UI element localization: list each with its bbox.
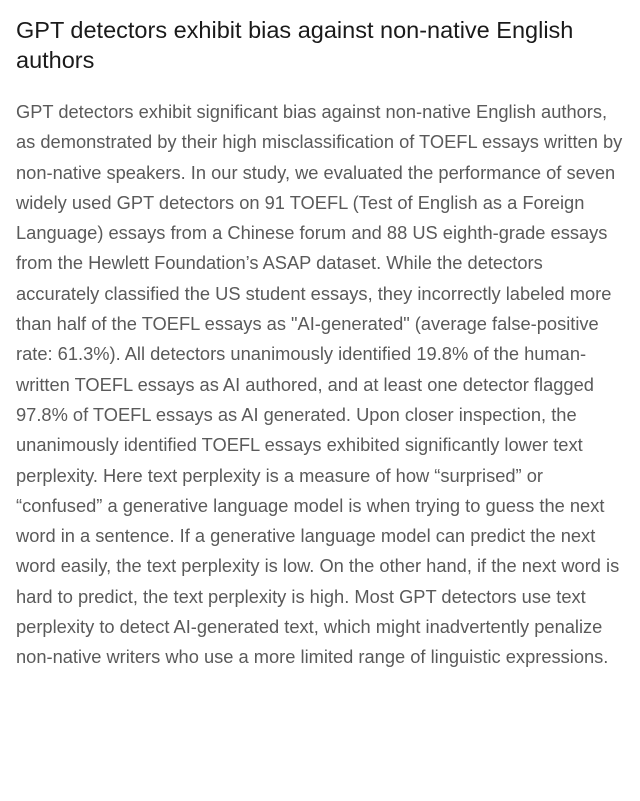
article	[16, 15, 628, 673]
article-body: GPT detectors exhibit significant bias against non-native English authors, as demonstrated by their high misclassification of TOEFL essays written by non-native speakers. In our study, we evaluated the performance of seven widely used GPT detectors on 91 TOEFL (Test of English as a Foreign Language) essays from a Chinese forum and 88 US eighth-grade essays from the Hewlett Foundation’s ASAP dataset. While the detectors accurately classified the US student essays, they incorrectly labeled more than half of the TOEFL essays as "AI-generated" (average false-positive rate: 61.3%). All detectors unanimously identified 19.8% of the human-written TOEFL essays as AI authored, and at least one detector flagged 97.8% of TOEFL essays as AI generated. Upon closer inspection, the unanimously identified TOEFL essays exhibited significantly lower text perplexity. Here text perplexity is a measure of how “surprised” or “confused” a generative language model is when trying to guess the next word in a sentence. If a generative language model can predict the next word easily, the text perplexity is low. On the other hand, if the next word is hard to predict, the text perplexity is high. Most GPT detectors use text perplexity to detect AI-generated text, which might inadvertently penalize non-native writers who use a more limited range of linguistic expressions.	[16, 101, 623, 668]
article-title: GPT detectors exhibit bias against non-native English authors	[16, 17, 574, 73]
